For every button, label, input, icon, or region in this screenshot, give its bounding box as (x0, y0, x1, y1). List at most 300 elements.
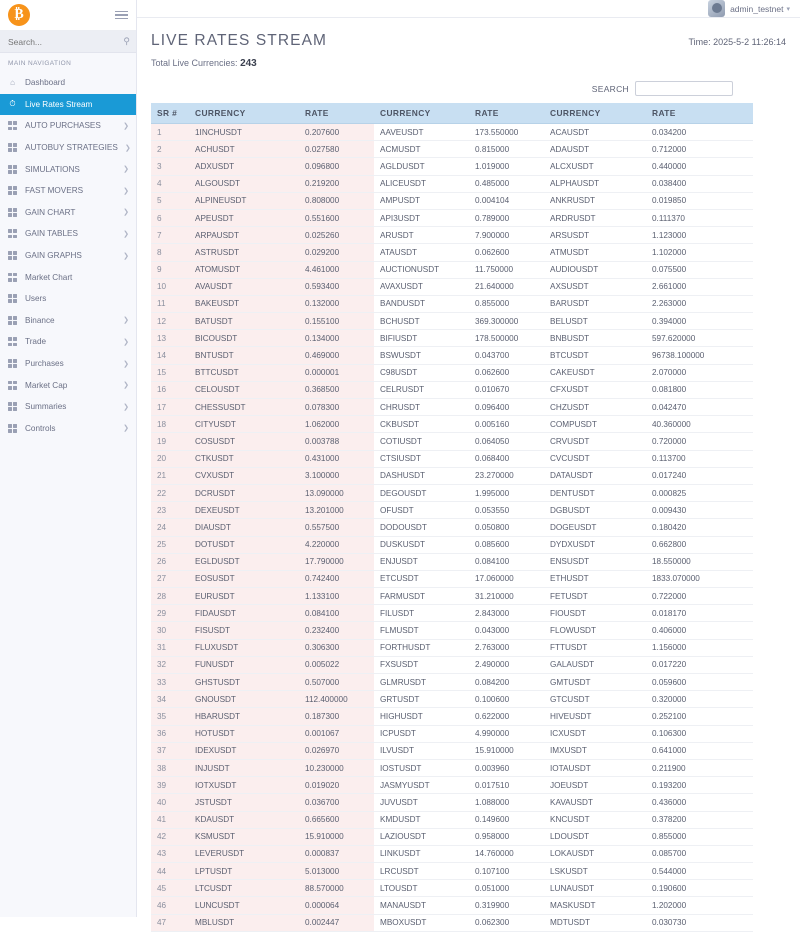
cell-currency-2: CHRUSDT (374, 399, 469, 416)
table-row[interactable] (151, 639, 753, 656)
cell-sr: 34 (151, 691, 189, 708)
cell-currency-3: COMPUSDT (544, 416, 646, 433)
cell-currency-3: FLOWUSDT (544, 622, 646, 639)
cell-currency-3: ADAUSDT (544, 141, 646, 158)
cell-currency-1: BAKEUSDT (189, 295, 299, 312)
cell-rate-3: 0.111370 (646, 209, 753, 226)
sidebar-search[interactable] (0, 31, 136, 53)
cell-currency-3: DOGEUSDT (544, 519, 646, 536)
table-row[interactable] (151, 502, 753, 519)
rates-table (151, 103, 753, 932)
cell-currency-2: AGLDUSDT (374, 158, 469, 175)
cell-rate-1: 1.133100 (299, 588, 374, 605)
table-row[interactable] (151, 227, 753, 244)
cell-rate-3: 597.620000 (646, 330, 753, 347)
avatar (708, 0, 725, 17)
cell-sr: 9 (151, 261, 189, 278)
cell-currency-3: FIOUSDT (544, 605, 646, 622)
cell-currency-3: ICXUSDT (544, 725, 646, 742)
cell-rate-3: 0.081800 (646, 381, 753, 398)
table-row[interactable] (151, 536, 753, 553)
cell-rate-3: 0.009430 (646, 502, 753, 519)
cell-currency-3: KAVAUSDT (544, 794, 646, 811)
cell-currency-1: CELOUSDT (189, 381, 299, 398)
chevron-right-icon: ❯ (123, 425, 129, 433)
cell-rate-2: 0.958000 (469, 828, 544, 845)
sidebar-item-trade[interactable] (0, 331, 136, 353)
cell-rate-3: 0.113700 (646, 450, 753, 467)
hamburger-icon[interactable] (115, 11, 128, 20)
cell-rate-2: 1.019000 (469, 158, 544, 175)
cell-sr: 40 (151, 794, 189, 811)
table-row[interactable] (151, 192, 753, 209)
grid-icon (7, 228, 18, 239)
rates-table-body (151, 124, 753, 932)
sidebar-item-gain-tables[interactable] (0, 223, 136, 245)
table-search (151, 81, 786, 96)
cell-currency-1: GHSTUSDT (189, 674, 299, 691)
cell-rate-3: 0.378200 (646, 811, 753, 828)
cell-sr: 43 (151, 845, 189, 862)
grid-icon (7, 207, 18, 218)
table-row[interactable] (151, 381, 753, 398)
table-search-label: SEARCH (591, 83, 629, 94)
cell-rate-1: 0.593400 (299, 278, 374, 295)
sidebar-item-gain-chart[interactable] (0, 202, 136, 224)
cell-rate-1: 0.084100 (299, 605, 374, 622)
col-rate-2[interactable]: RATE (469, 103, 544, 124)
cell-currency-1: IDEXUSDT (189, 742, 299, 759)
sidebar-item-gain-graphs[interactable] (0, 245, 136, 267)
cell-currency-2: ACMUSDT (374, 141, 469, 158)
cell-currency-2: BCHUSDT (374, 313, 469, 330)
rates-table-wrapper (151, 103, 786, 932)
cell-sr: 46 (151, 897, 189, 914)
cell-sr: 5 (151, 192, 189, 209)
cell-currency-1: BNTUSDT (189, 347, 299, 364)
cell-currency-2: KMDUSDT (374, 811, 469, 828)
cell-rate-2: 178.500000 (469, 330, 544, 347)
table-row[interactable] (151, 605, 753, 622)
cell-rate-3: 0.042470 (646, 399, 753, 416)
cell-currency-2: ALICEUSDT (374, 175, 469, 192)
cell-currency-3: JOEUSDT (544, 777, 646, 794)
cell-rate-2: 7.900000 (469, 227, 544, 244)
col-currency-2[interactable]: CURRENCY (374, 103, 469, 124)
topbar (137, 0, 800, 18)
cell-currency-3: ALCXUSDT (544, 158, 646, 175)
cell-rate-2: 14.760000 (469, 845, 544, 862)
grid-icon (7, 272, 18, 283)
table-row[interactable] (151, 433, 753, 450)
cell-rate-1: 0.219200 (299, 175, 374, 192)
cell-sr: 18 (151, 416, 189, 433)
table-row[interactable] (151, 742, 753, 759)
table-row[interactable] (151, 656, 753, 673)
cell-currency-1: ATOMUSDT (189, 261, 299, 278)
grid-icon (7, 250, 18, 261)
sidebar-item-label: Market Cap (25, 380, 68, 390)
cell-rate-2: 0.005160 (469, 416, 544, 433)
cell-currency-2: BSWUSDT (374, 347, 469, 364)
cell-rate-3: 0.190600 (646, 880, 753, 897)
table-row[interactable] (151, 399, 753, 416)
cell-rate-1: 0.187300 (299, 708, 374, 725)
sidebar-item-purchases[interactable] (0, 353, 136, 375)
table-row[interactable] (151, 467, 753, 484)
cell-currency-3: HIVEUSDT (544, 708, 646, 725)
sidebar-search-input[interactable] (6, 36, 123, 48)
table-row[interactable] (151, 725, 753, 742)
cell-rate-1: 88.570000 (299, 880, 374, 897)
cell-rate-1: 5.013000 (299, 863, 374, 880)
chevron-right-icon: ❯ (123, 166, 129, 174)
col-rate-1[interactable]: RATE (299, 103, 374, 124)
table-row[interactable] (151, 244, 753, 261)
sidebar-item-fast-movers[interactable] (0, 180, 136, 202)
col-currency-1[interactable]: CURRENCY (189, 103, 299, 124)
cell-sr: 3 (151, 158, 189, 175)
cell-rate-2: 0.062300 (469, 914, 544, 931)
cell-currency-3: DGBUSDT (544, 502, 646, 519)
cell-currency-1: DOTUSDT (189, 536, 299, 553)
cell-rate-3: 0.193200 (646, 777, 753, 794)
cell-rate-1: 0.003788 (299, 433, 374, 450)
cell-rate-2: 0.107100 (469, 863, 544, 880)
table-row[interactable] (151, 124, 753, 141)
grid-icon (7, 401, 18, 412)
cell-rate-2: 0.085600 (469, 536, 544, 553)
col-sr[interactable]: SR # (151, 103, 189, 124)
cell-sr: 22 (151, 484, 189, 501)
cell-rate-3: 0.030730 (646, 914, 753, 931)
cell-rate-3: 0.038400 (646, 175, 753, 192)
table-row[interactable] (151, 484, 753, 501)
cell-rate-1: 0.000837 (299, 845, 374, 862)
search-icon: ⚲ (123, 36, 130, 46)
cell-currency-1: COSUSDT (189, 433, 299, 450)
table-row[interactable] (151, 450, 753, 467)
cell-currency-2: JASMYUSDT (374, 777, 469, 794)
cell-currency-2: OFUSDT (374, 502, 469, 519)
grid-icon (7, 315, 18, 326)
cell-rate-1: 0.306300 (299, 639, 374, 656)
cell-currency-1: FIDAUSDT (189, 605, 299, 622)
cell-rate-2: 0.017510 (469, 777, 544, 794)
cell-sr: 20 (151, 450, 189, 467)
cell-rate-1: 0.469000 (299, 347, 374, 364)
sidebar-item-label: Purchases (25, 359, 64, 369)
table-row[interactable] (151, 158, 753, 175)
cell-rate-2: 0.485000 (469, 175, 544, 192)
table-row[interactable] (151, 811, 753, 828)
cell-rate-1: 0.155100 (299, 313, 374, 330)
table-row[interactable] (151, 175, 753, 192)
cell-sr: 44 (151, 863, 189, 880)
cell-rate-3: 1.202000 (646, 897, 753, 914)
cell-currency-2: LTOUSDT (374, 880, 469, 897)
cell-rate-1: 0.557500 (299, 519, 374, 536)
table-row[interactable] (151, 880, 753, 897)
cell-currency-2: FORTHUSDT (374, 639, 469, 656)
cell-currency-3: GALAUSDT (544, 656, 646, 673)
cell-sr: 10 (151, 278, 189, 295)
cell-currency-2: FARMUSDT (374, 588, 469, 605)
table-row[interactable] (151, 519, 753, 536)
chevron-right-icon: ❯ (123, 382, 129, 390)
cell-currency-2: COTIUSDT (374, 433, 469, 450)
cell-currency-3: LDOUSDT (544, 828, 646, 845)
cell-sr: 21 (151, 467, 189, 484)
cell-currency-2: JUVUSDT (374, 794, 469, 811)
cell-sr: 13 (151, 330, 189, 347)
table-row[interactable] (151, 278, 753, 295)
cell-rate-3: 0.722000 (646, 588, 753, 605)
cell-currency-2: ARUSDT (374, 227, 469, 244)
cell-currency-1: ALGOUSDT (189, 175, 299, 192)
cell-currency-2: ETCUSDT (374, 570, 469, 587)
home-icon: ⌂ (10, 78, 15, 88)
sidebar-item-market-chart[interactable] (0, 266, 136, 288)
cell-rate-3: 0.436000 (646, 794, 753, 811)
cell-rate-3: 0.406000 (646, 622, 753, 639)
user-menu[interactable] (708, 0, 790, 17)
chevron-right-icon: ❯ (123, 209, 129, 217)
grid-icon (7, 164, 18, 175)
cell-rate-1: 0.026970 (299, 742, 374, 759)
cell-rate-2: 31.210000 (469, 588, 544, 605)
cell-rate-2: 2.763000 (469, 639, 544, 656)
sidebar-item-summaries[interactable] (0, 396, 136, 418)
sidebar-item-label: GAIN TABLES (25, 229, 78, 239)
sidebar-item-market-cap[interactable] (0, 374, 136, 396)
col-currency-3[interactable]: CURRENCY (544, 103, 646, 124)
cell-currency-1: CVXUSDT (189, 467, 299, 484)
cell-rate-3: 0.712000 (646, 141, 753, 158)
sidebar (0, 0, 137, 917)
cell-sr: 32 (151, 656, 189, 673)
table-row[interactable] (151, 570, 753, 587)
cell-currency-3: ENSUSDT (544, 553, 646, 570)
cell-currency-3: AUDIOUSDT (544, 261, 646, 278)
cell-currency-3: CVCUSDT (544, 450, 646, 467)
cell-currency-2: BIFIUSDT (374, 330, 469, 347)
cell-currency-2: MBOXUSDT (374, 914, 469, 931)
sidebar-item-autobuy-strategies[interactable] (0, 137, 136, 159)
table-row[interactable] (151, 416, 753, 433)
cell-rate-2: 0.062600 (469, 244, 544, 261)
sidebar-item-binance[interactable] (0, 310, 136, 332)
table-row[interactable] (151, 141, 753, 158)
total-currencies (151, 58, 786, 69)
table-row[interactable] (151, 622, 753, 639)
cell-currency-1: ARPAUSDT (189, 227, 299, 244)
sidebar-item-label: SIMULATIONS (25, 164, 80, 174)
cell-currency-3: MDTUSDT (544, 914, 646, 931)
grid-icon (7, 423, 18, 434)
sidebar-item-users[interactable] (0, 288, 136, 310)
cell-currency-3: FTTUSDT (544, 639, 646, 656)
table-row[interactable] (151, 794, 753, 811)
cell-currency-2: FXSUSDT (374, 656, 469, 673)
table-row[interactable] (151, 261, 753, 278)
cell-rate-1: 0.000001 (299, 364, 374, 381)
cell-rate-2: 0.043000 (469, 622, 544, 639)
cell-sr: 42 (151, 828, 189, 845)
cell-sr: 41 (151, 811, 189, 828)
cell-currency-2: ILVUSDT (374, 742, 469, 759)
cell-rate-2: 0.789000 (469, 209, 544, 226)
cell-rate-3: 2.661000 (646, 278, 753, 295)
table-row[interactable] (151, 828, 753, 845)
cell-rate-1: 0.232400 (299, 622, 374, 639)
table-row[interactable] (151, 674, 753, 691)
cell-rate-2: 15.910000 (469, 742, 544, 759)
sidebar-item-live-rates-stream[interactable] (0, 94, 136, 116)
user-name: admin_testnet (730, 3, 784, 14)
table-row[interactable] (151, 295, 753, 312)
cell-currency-2: GRTUSDT (374, 691, 469, 708)
cell-rate-2: 23.270000 (469, 467, 544, 484)
cell-currency-3: ETHUSDT (544, 570, 646, 587)
cell-rate-2: 0.051000 (469, 880, 544, 897)
cell-currency-2: DODOUSDT (374, 519, 469, 536)
cell-rate-2: 0.003960 (469, 759, 544, 776)
cell-sr: 47 (151, 914, 189, 931)
page-header (151, 28, 786, 50)
table-row[interactable] (151, 897, 753, 914)
table-row[interactable] (151, 347, 753, 364)
table-row[interactable] (151, 364, 753, 381)
table-row[interactable] (151, 330, 753, 347)
cell-rate-3: 0.252100 (646, 708, 753, 725)
cell-currency-1: JSTUSDT (189, 794, 299, 811)
cell-currency-1: DCRUSDT (189, 484, 299, 501)
table-row[interactable] (151, 845, 753, 862)
cell-rate-1: 1.062000 (299, 416, 374, 433)
cell-sr: 16 (151, 381, 189, 398)
grid-icon (7, 293, 18, 304)
cell-rate-2: 0.622000 (469, 708, 544, 725)
cell-rate-2: 0.096400 (469, 399, 544, 416)
cell-currency-2: C98USDT (374, 364, 469, 381)
cell-sr: 1 (151, 124, 189, 141)
sidebar-item-dashboard[interactable] (0, 72, 136, 94)
sidebar-item-label: Trade (25, 337, 47, 347)
table-search-input[interactable] (635, 81, 733, 96)
clock-icon: ⏱ (9, 99, 16, 109)
cell-rate-3: 1.123000 (646, 227, 753, 244)
cell-sr: 26 (151, 553, 189, 570)
cell-currency-2: DASHUSDT (374, 467, 469, 484)
cell-sr: 8 (151, 244, 189, 261)
cell-rate-2: 0.053550 (469, 502, 544, 519)
sidebar-item-simulations[interactable] (0, 158, 136, 180)
cell-rate-1: 0.368500 (299, 381, 374, 398)
cell-currency-2: AAVEUSDT (374, 124, 469, 141)
cell-currency-2: AVAXUSDT (374, 278, 469, 295)
sidebar-item-label: Dashboard (25, 78, 66, 88)
cell-rate-3: 0.017240 (646, 467, 753, 484)
cell-rate-3: 2.070000 (646, 364, 753, 381)
cell-rate-2: 0.815000 (469, 141, 544, 158)
cell-currency-1: AVAUSDT (189, 278, 299, 295)
chevron-right-icon: ❯ (123, 403, 129, 411)
cell-sr: 17 (151, 399, 189, 416)
cell-currency-1: EGLDUSDT (189, 553, 299, 570)
cell-rate-1: 0.078300 (299, 399, 374, 416)
cell-currency-1: ASTRUSDT (189, 244, 299, 261)
cell-rate-2: 21.640000 (469, 278, 544, 295)
table-row[interactable] (151, 863, 753, 880)
sidebar-item-controls[interactable] (0, 418, 136, 440)
sidebar-item-label: AUTO PURCHASES (25, 121, 101, 131)
table-row[interactable] (151, 759, 753, 776)
table-row[interactable] (151, 691, 753, 708)
cell-currency-3: IMXUSDT (544, 742, 646, 759)
cell-currency-1: INJUSDT (189, 759, 299, 776)
table-header-row (151, 103, 753, 124)
table-row[interactable] (151, 914, 753, 931)
cell-currency-2: CELRUSDT (374, 381, 469, 398)
cell-rate-3: 0.017220 (646, 656, 753, 673)
table-row[interactable] (151, 588, 753, 605)
cell-currency-2: ICPUSDT (374, 725, 469, 742)
sidebar-item-label: GAIN CHART (25, 207, 76, 217)
rates-table-head (151, 103, 753, 124)
grid-icon (7, 142, 18, 153)
cell-currency-1: CTKUSDT (189, 450, 299, 467)
cell-rate-1: 0.207600 (299, 124, 374, 141)
grid-icon (7, 358, 18, 369)
cell-rate-3: 0.544000 (646, 863, 753, 880)
cell-rate-2: 173.550000 (469, 124, 544, 141)
cell-sr: 24 (151, 519, 189, 536)
table-row[interactable] (151, 777, 753, 794)
cell-sr: 28 (151, 588, 189, 605)
cell-currency-3: ARSUSDT (544, 227, 646, 244)
cell-sr: 6 (151, 209, 189, 226)
cell-currency-1: GNOUSDT (189, 691, 299, 708)
sidebar-item-label: GAIN GRAPHS (25, 251, 82, 261)
cell-sr: 29 (151, 605, 189, 622)
cell-sr: 27 (151, 570, 189, 587)
sidebar-item-auto-purchases[interactable] (0, 115, 136, 137)
cell-rate-3: 1.102000 (646, 244, 753, 261)
cell-currency-3: LSKUSDT (544, 863, 646, 880)
cell-rate-3: 96738.100000 (646, 347, 753, 364)
chevron-right-icon: ❯ (123, 230, 129, 238)
cell-rate-3: 0.180420 (646, 519, 753, 536)
cell-rate-1: 4.220000 (299, 536, 374, 553)
cell-rate-2: 0.084200 (469, 674, 544, 691)
table-row[interactable] (151, 313, 753, 330)
cell-currency-3: LOKAUSDT (544, 845, 646, 862)
cell-rate-3: 40.360000 (646, 416, 753, 433)
main-area (137, 0, 800, 928)
chevron-down-icon[interactable]: ▾ (786, 5, 790, 13)
cell-currency-2: ATAUSDT (374, 244, 469, 261)
sidebar-item-label: Live Rates Stream (25, 99, 93, 109)
total-currencies-label: Total Live Currencies: (151, 58, 238, 68)
table-row[interactable] (151, 209, 753, 226)
chevron-right-icon: ❯ (123, 360, 129, 368)
table-row[interactable] (151, 553, 753, 570)
cell-currency-3: DATAUSDT (544, 467, 646, 484)
cell-rate-1: 0.019020 (299, 777, 374, 794)
table-row[interactable] (151, 708, 753, 725)
col-rate-3[interactable]: RATE (646, 103, 753, 124)
